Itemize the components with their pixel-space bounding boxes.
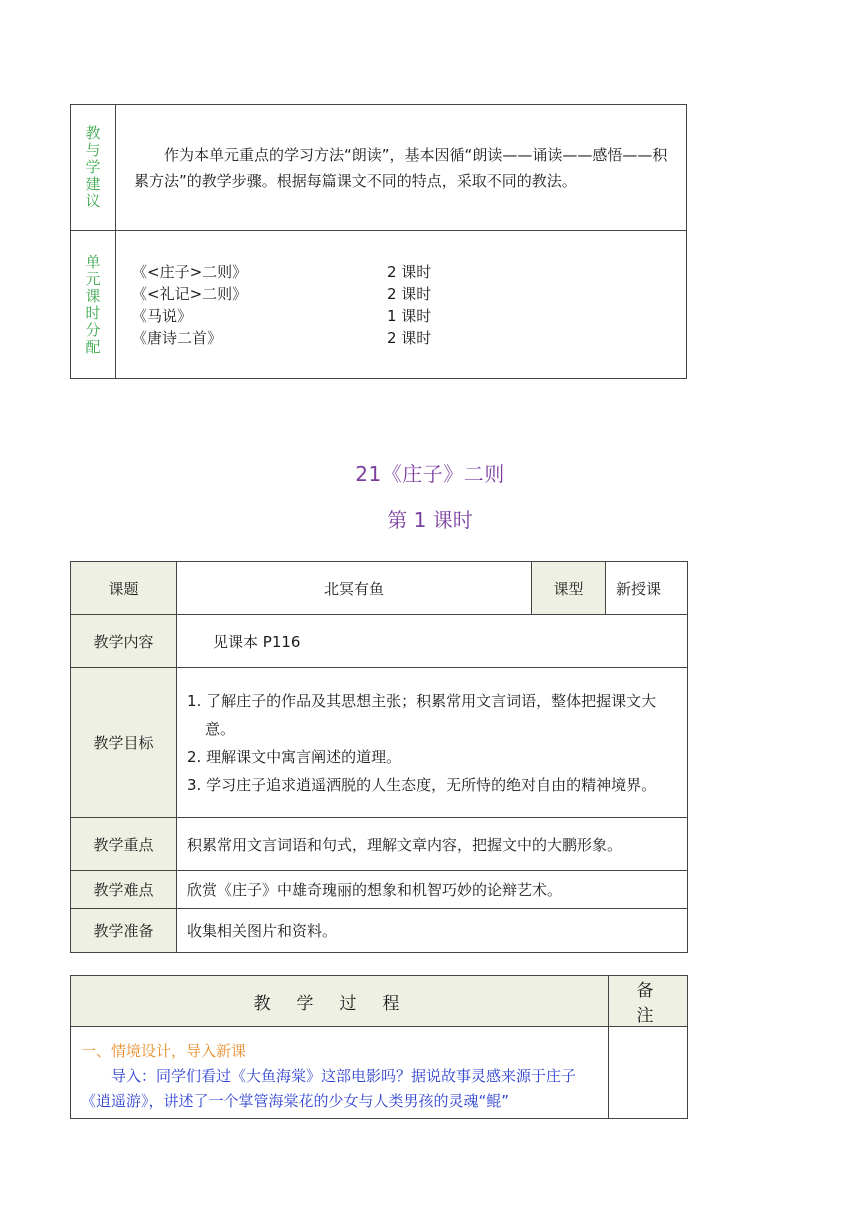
key-label: 教学重点 bbox=[71, 818, 177, 871]
intro-text: 导入：同学们看过《大鱼海棠》这部电影吗？据说故事灵感来源于庄子《逍遥游》，讲述了一个掌管海棠花的少女与人类男孩的灵魂“鲲” bbox=[81, 1067, 577, 1110]
allocation-list bbox=[116, 231, 687, 379]
goals-list bbox=[177, 668, 688, 818]
lesson-title: 21《庄子》二则 bbox=[355, 462, 505, 486]
prep-value: 收集相关图片和资料。 bbox=[177, 909, 688, 953]
lesson-info-table bbox=[70, 561, 688, 953]
goal-item: 3. 学习庄子追求逍遥洒脱的人生态度，无所恃的绝对自由的精神境界。 bbox=[187, 775, 657, 794]
type-label: 课型 bbox=[532, 562, 606, 615]
key-value: 积累常用文言词语和句式，理解文章内容，把握文中的大鹏形象。 bbox=[177, 818, 688, 871]
allocation-label: 单 元 课 时 分 配 bbox=[71, 231, 116, 379]
goals-label: 教学目标 bbox=[71, 668, 177, 818]
difficulty-label: 教学难点 bbox=[71, 871, 177, 909]
topic-label: 课题 bbox=[71, 562, 177, 615]
allocation-row: 《唐诗二首》 2 课时 bbox=[132, 328, 432, 347]
allocation-row: 《<庄子>二则》 2 课时 bbox=[132, 262, 432, 281]
type-value: 新授课 bbox=[606, 562, 688, 615]
goal-item: 1. 了解庄子的作品及其思想主张；积累常用文言词语，整体把握课文大意。 bbox=[187, 691, 657, 738]
difficulty-value: 欣赏《庄子》中雄奇瑰丽的想象和机智巧妙的论辩艺术。 bbox=[177, 871, 688, 909]
notes-header: 备注 bbox=[609, 976, 688, 1027]
notes-cell bbox=[609, 1027, 688, 1119]
allocation-row: 《<礼记>二则》 2 课时 bbox=[132, 284, 432, 303]
goal-item: 2. 理解课文中寓言阐述的道理。 bbox=[187, 747, 402, 766]
unit-plan-table bbox=[70, 104, 687, 379]
process-header: 教学过程 bbox=[71, 976, 609, 1027]
topic-value: 北冥有鱼 bbox=[177, 562, 532, 615]
advice-label: 教 与 学 建 议 bbox=[71, 105, 116, 231]
advice-text: 作为本单元重点的学习方法“朗读”，基本因循“朗读——诵读——感悟——积累方法”的教学步骤。根据每篇课文不同的特点，采取不同的教法。 bbox=[116, 105, 687, 231]
content-label: 教学内容 bbox=[71, 615, 177, 668]
content-value: 见课本 P116 bbox=[177, 615, 688, 668]
allocation-row: 《马说》 1 课时 bbox=[132, 306, 432, 325]
prep-label: 教学准备 bbox=[71, 909, 177, 953]
lesson-period: 第 1 课时 bbox=[387, 508, 473, 532]
section-heading: 一、情境设计，导入新课 bbox=[81, 1042, 247, 1060]
process-body bbox=[71, 1027, 609, 1119]
process-table bbox=[70, 975, 688, 1119]
